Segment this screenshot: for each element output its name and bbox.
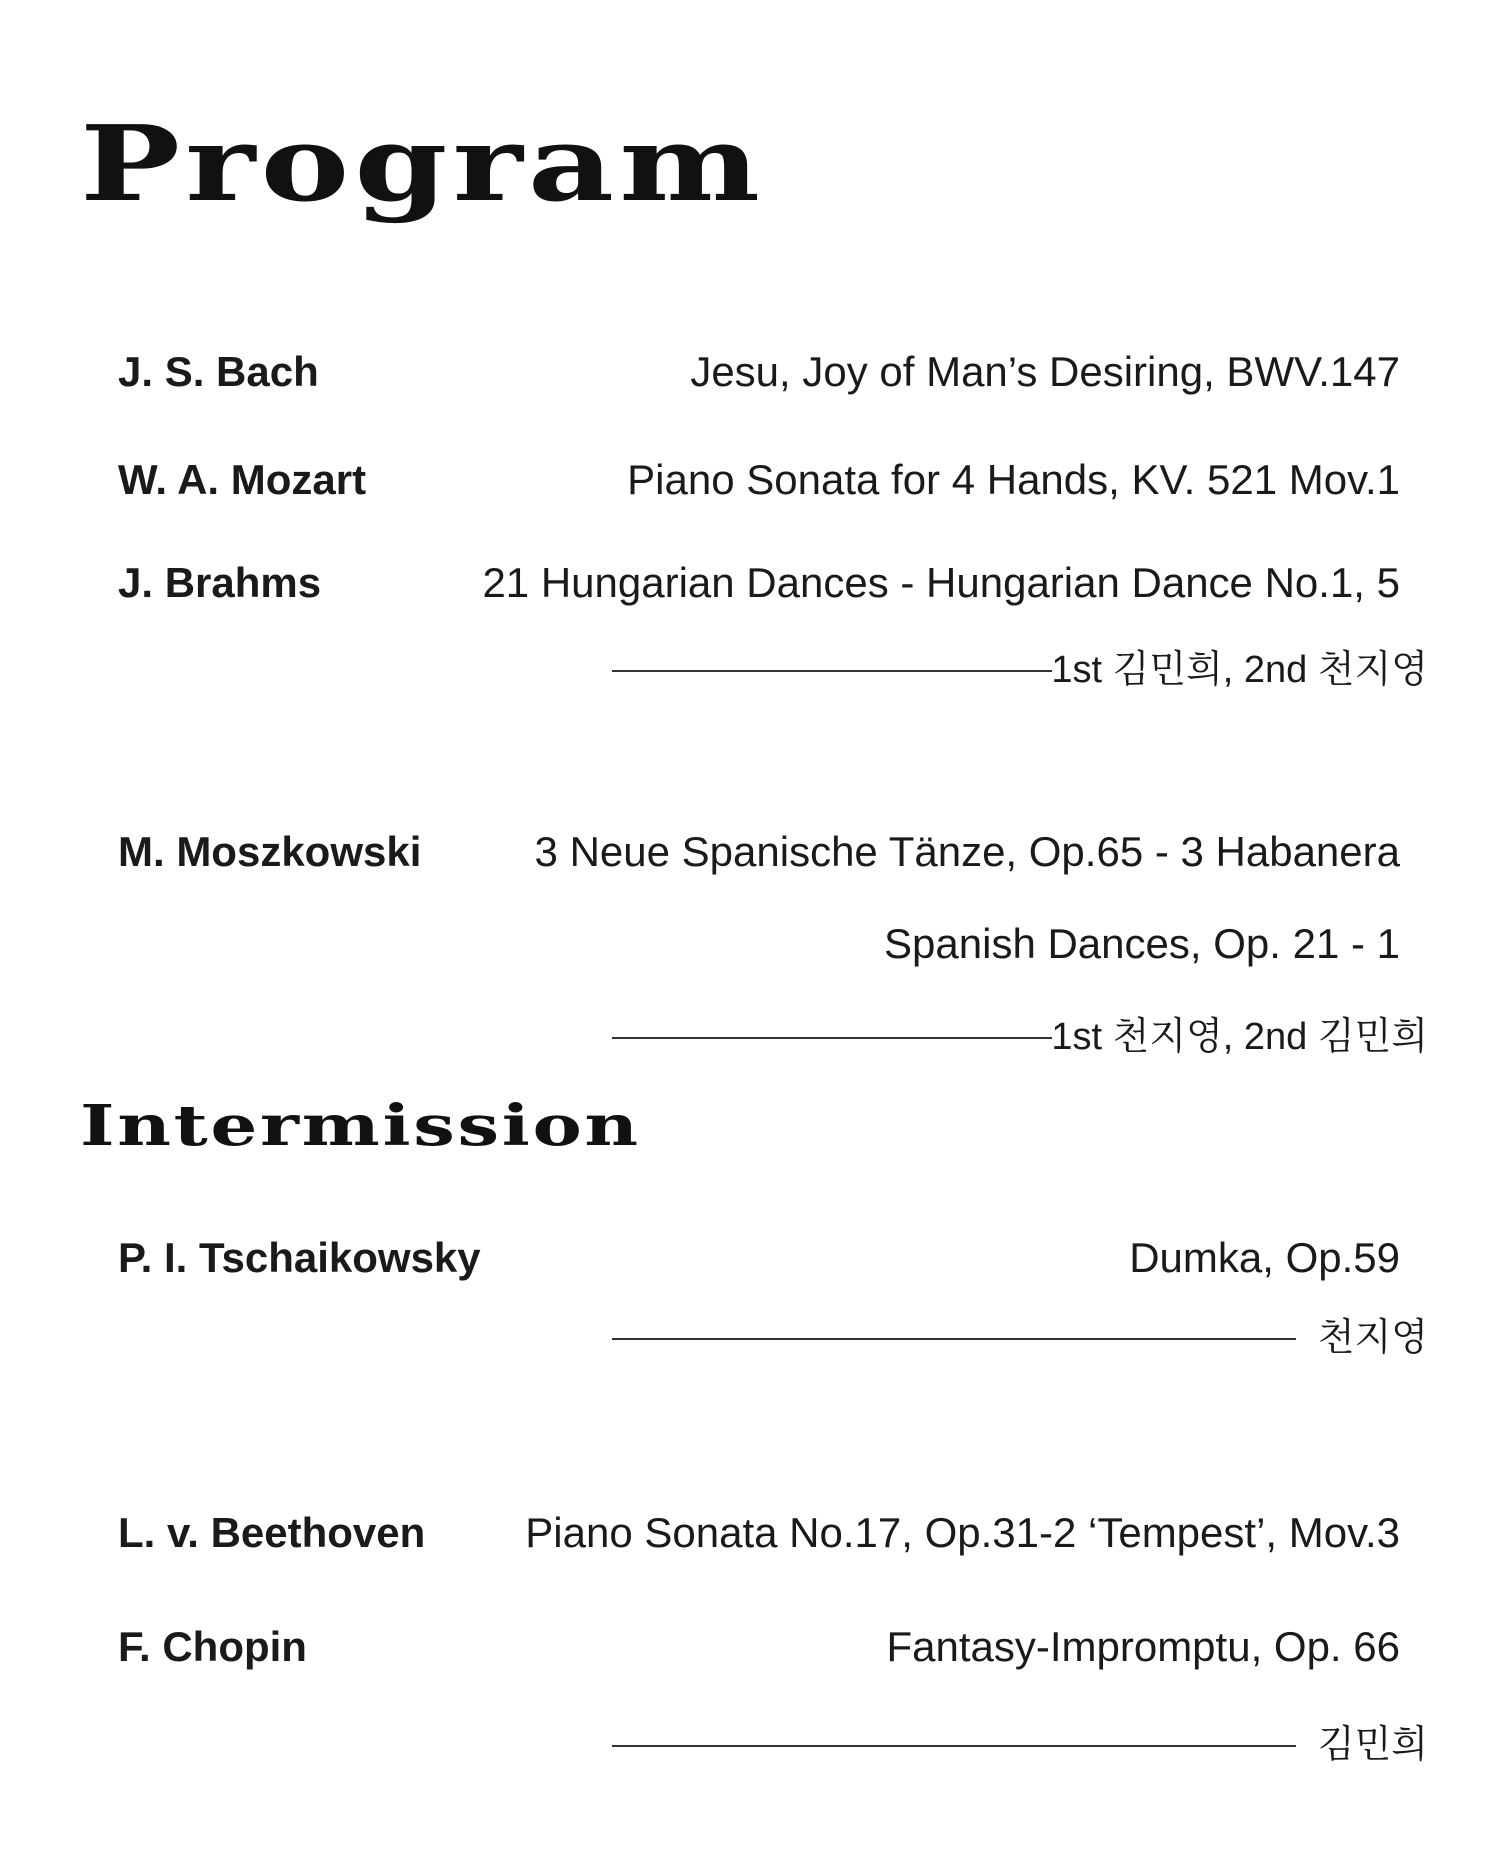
piece-title: 21 Hungarian Dances - Hungarian Dance No.1, 5 <box>482 559 1400 606</box>
piece-title: Spanish Dances, Op. 21 - 1 <box>884 920 1400 967</box>
program-item <box>118 450 1400 510</box>
performer-names: 천지영 <box>1317 1317 1428 1359</box>
performer-credit <box>612 1313 1428 1363</box>
divider-line <box>612 1338 1296 1340</box>
program-item <box>118 1228 1400 1288</box>
piece-title: Piano Sonata for 4 Hands, KV. 521 Mov.1 <box>627 456 1400 503</box>
composer-name: W. A. Mozart <box>118 456 367 503</box>
performer-credit <box>612 645 1428 695</box>
piece-title: Dumka, Op.59 <box>1129 1234 1400 1281</box>
composer-name: J. Brahms <box>118 559 322 606</box>
program-item <box>118 1617 1400 1677</box>
composer-name: M. Moszkowski <box>118 828 422 875</box>
composer-name: L. v. Beethoven <box>118 1509 426 1556</box>
divider-line <box>612 1037 1052 1039</box>
piece-title: Jesu, Joy of Man’s Desiring, BWV.147 <box>690 348 1400 395</box>
intermission-heading: Intermission <box>80 1093 641 1159</box>
divider-line <box>612 1745 1296 1747</box>
piece-title: 3 Neue Spanische Tänze, Op.65 - 3 Habanera <box>534 828 1400 875</box>
performer-credit <box>612 1012 1428 1062</box>
program-item <box>118 914 1400 974</box>
composer-name: F. Chopin <box>118 1623 307 1670</box>
divider-line <box>612 670 1052 672</box>
program-item <box>118 553 1400 613</box>
composer-name: P. I. Tschaikowsky <box>118 1234 481 1281</box>
performer-names: 1st 천지영, 2nd 김민희 <box>1051 1016 1428 1058</box>
piece-title: Fantasy-Impromptu, Op. 66 <box>886 1623 1400 1670</box>
performer-names: 1st 김민희, 2nd 천지영 <box>1051 649 1428 691</box>
composer-name: J. S. Bach <box>118 348 319 395</box>
performer-credit <box>612 1720 1428 1770</box>
piece-title: Piano Sonata No.17, Op.31-2 ‘Tempest’, Mov.3 <box>525 1509 1400 1556</box>
page-title: Program <box>80 102 766 225</box>
program-item <box>118 1503 1400 1563</box>
performer-names: 김민희 <box>1317 1724 1428 1766</box>
program-item <box>118 822 1400 882</box>
program-item <box>118 342 1400 402</box>
